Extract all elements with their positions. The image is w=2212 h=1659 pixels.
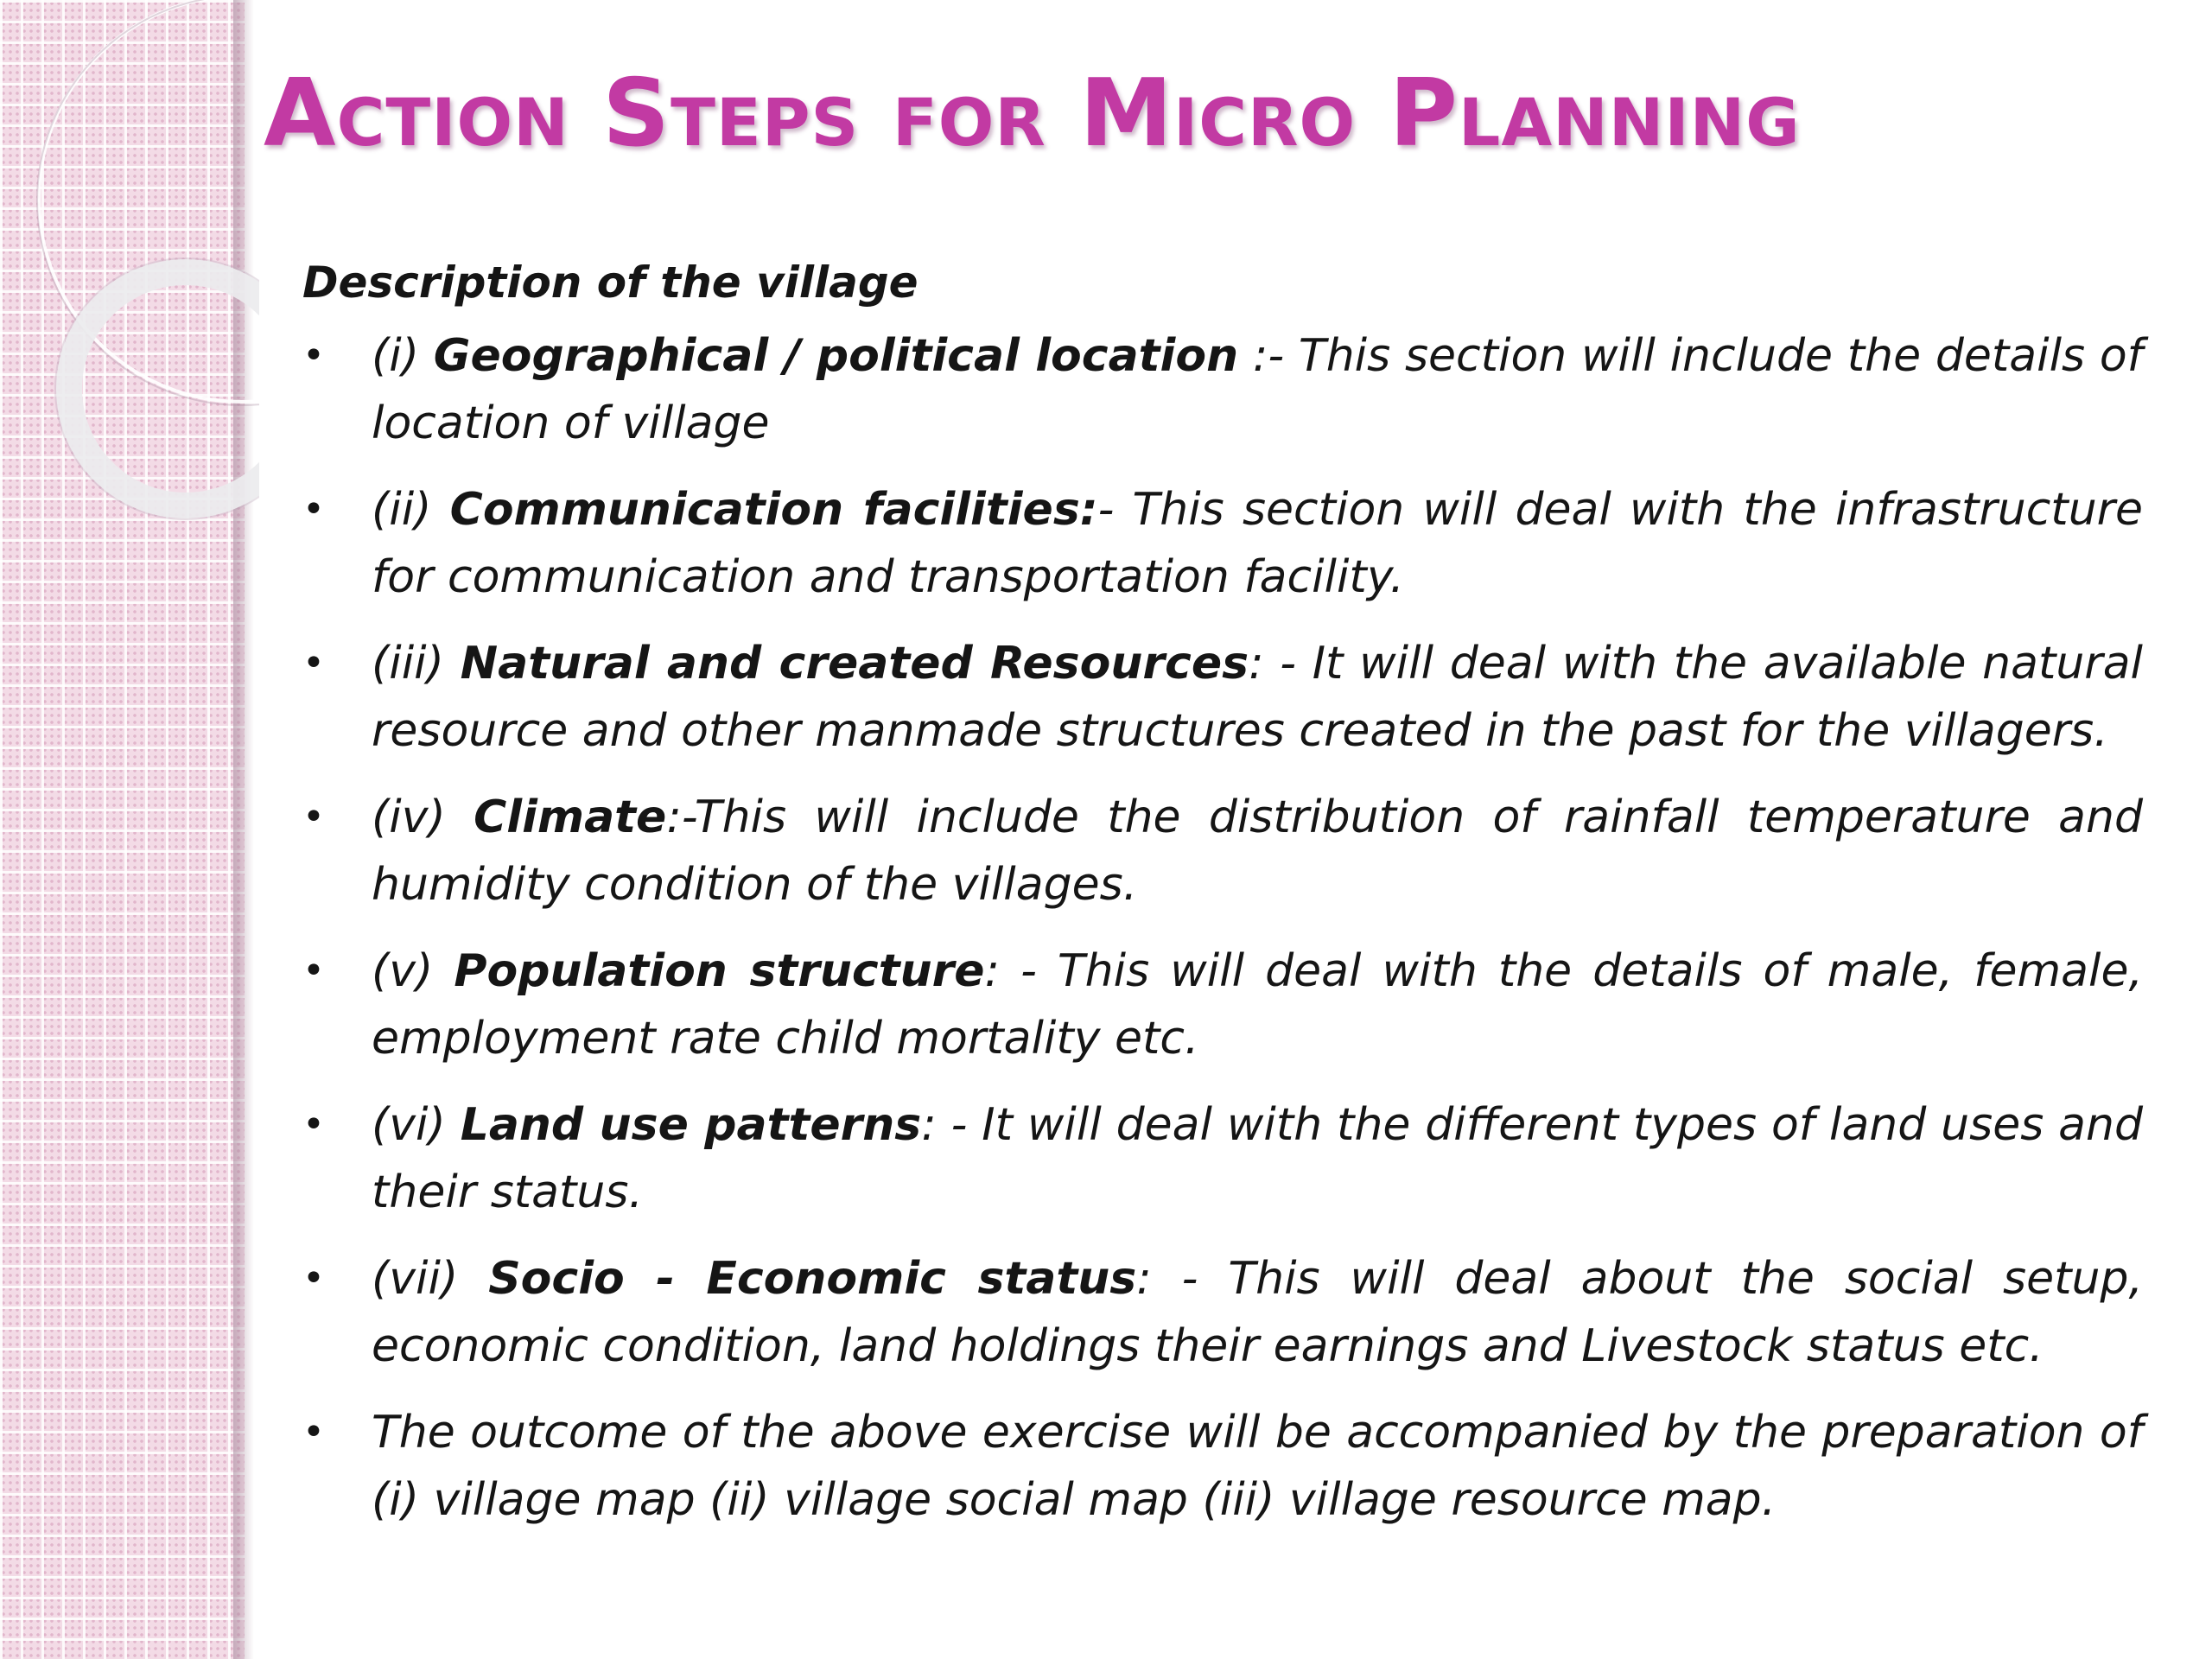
decorative-rings	[0, 0, 259, 553]
item-description: :- This section will include the details of location of village	[372, 330, 2143, 449]
item-term: Land use patterns	[460, 1099, 922, 1151]
item-description: :-This will include the distribution of rainfall temperature and humidity condition of the villages.	[372, 791, 2143, 911]
bullet-icon: •	[302, 334, 325, 378]
item-term: Climate	[474, 791, 667, 843]
item-description: : - This will deal with the details of male, female, employment rate child mortality etc.	[372, 945, 2143, 1065]
item-number: (v)	[372, 945, 454, 997]
item-number: (ii)	[372, 484, 450, 536]
item-number: (vi)	[372, 1099, 461, 1151]
list-item	[302, 1399, 2143, 1534]
item-description: The outcome of the above exercise will be accompanied by the preparation of (i) village map (ii) village social map (iii) village resource map.	[372, 1407, 2143, 1526]
section-heading: Description of the village	[302, 257, 918, 308]
list-item	[302, 1091, 2143, 1226]
bullet-icon: •	[302, 641, 325, 685]
list-item	[302, 322, 2143, 457]
bullet-icon: •	[302, 487, 325, 531]
item-number: (iv)	[372, 791, 474, 843]
bullet-icon: •	[302, 1410, 325, 1454]
list-item	[302, 476, 2143, 611]
bullet-list	[302, 322, 2143, 1534]
small-ring-edge	[55, 258, 259, 519]
item-description: : - It will deal with the available natural resource and other manmade structures created in the past for the villagers.	[372, 638, 2143, 757]
item-description: - This section will deal with the infrastructure for communication and transportation facility.	[372, 484, 2144, 603]
item-term: Population structure	[454, 945, 985, 997]
list-item	[302, 784, 2143, 918]
slide-title: Action Steps for Micro Planning	[264, 60, 1801, 168]
bullet-icon: •	[302, 949, 325, 993]
bullet-icon: •	[302, 795, 325, 839]
item-term: Socio - Economic status	[488, 1253, 1137, 1305]
list-item	[302, 630, 2143, 765]
list-item	[302, 938, 2143, 1072]
small-ring	[69, 272, 259, 505]
bullet-icon: •	[302, 1256, 325, 1300]
item-description: : - It will deal with the different types of land uses and their status.	[372, 1099, 2144, 1218]
slide-content	[302, 253, 2143, 1553]
item-term: Geographical / political location	[433, 330, 1239, 382]
item-number: (iii)	[372, 638, 461, 690]
item-term: Natural and created Resources	[460, 638, 1249, 690]
list-item	[302, 1245, 2143, 1380]
item-term: Communication facilities:	[449, 484, 1098, 536]
bullet-icon: •	[302, 1103, 325, 1147]
item-number: (vii)	[372, 1253, 489, 1305]
item-number: (i)	[372, 330, 434, 382]
item-description: : - This will deal about the social setup, economic condition, land holdings their earnings and Livestock status etc.	[372, 1253, 2143, 1372]
